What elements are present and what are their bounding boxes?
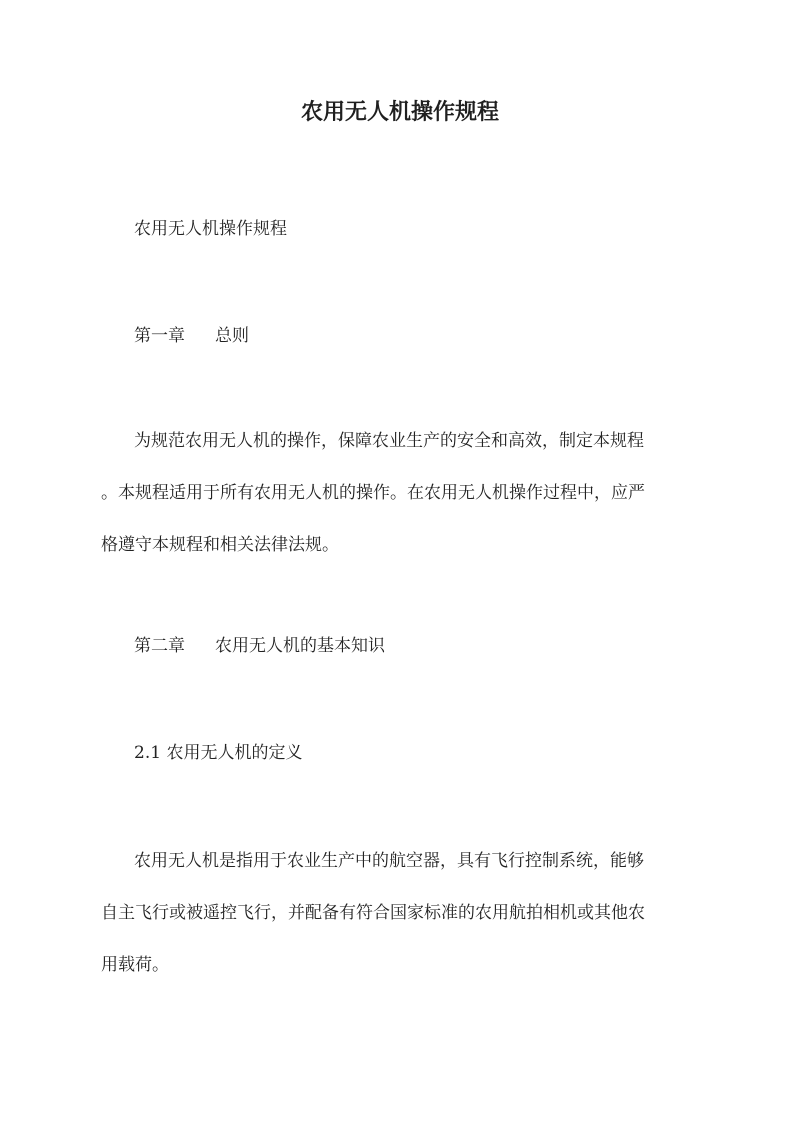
chapter-2-label: 第二章: [134, 636, 185, 656]
general-provisions-paragraph: [101, 428, 699, 584]
paragraph-line: 。本规程适用于所有农用无人机的操作。在农用无人机操作过程中，应严: [101, 483, 645, 503]
definition-paragraph: [101, 848, 699, 1004]
chapter-1-label: 第一章: [134, 326, 185, 346]
chapter-2-name: 农用无人机的基本知识: [215, 636, 385, 656]
paragraph-line: 农用无人机是指用于农业生产中的航空器，具有飞行控制系统，能够: [134, 851, 644, 871]
paragraph-line: 为规范农用无人机的操作，保障农业生产的安全和高效，制定本规程: [134, 431, 644, 451]
paragraph-line: 用载荷。: [101, 955, 169, 975]
section-2-1-heading: 2.1 农用无人机的定义: [134, 743, 303, 763]
chapter-1-heading: [134, 323, 249, 349]
paragraph-line: 自主飞行或被遥控飞行，并配备有符合国家标准的农用航拍相机或其他农: [101, 903, 645, 923]
document-subtitle: 农用无人机操作规程: [134, 219, 287, 239]
document-title: 农用无人机操作规程: [300, 99, 499, 125]
paragraph-line: 格遵守本规程和相关法律法规。: [101, 535, 339, 555]
chapter-2-heading: [134, 633, 385, 659]
chapter-1-name: 总则: [215, 326, 249, 346]
